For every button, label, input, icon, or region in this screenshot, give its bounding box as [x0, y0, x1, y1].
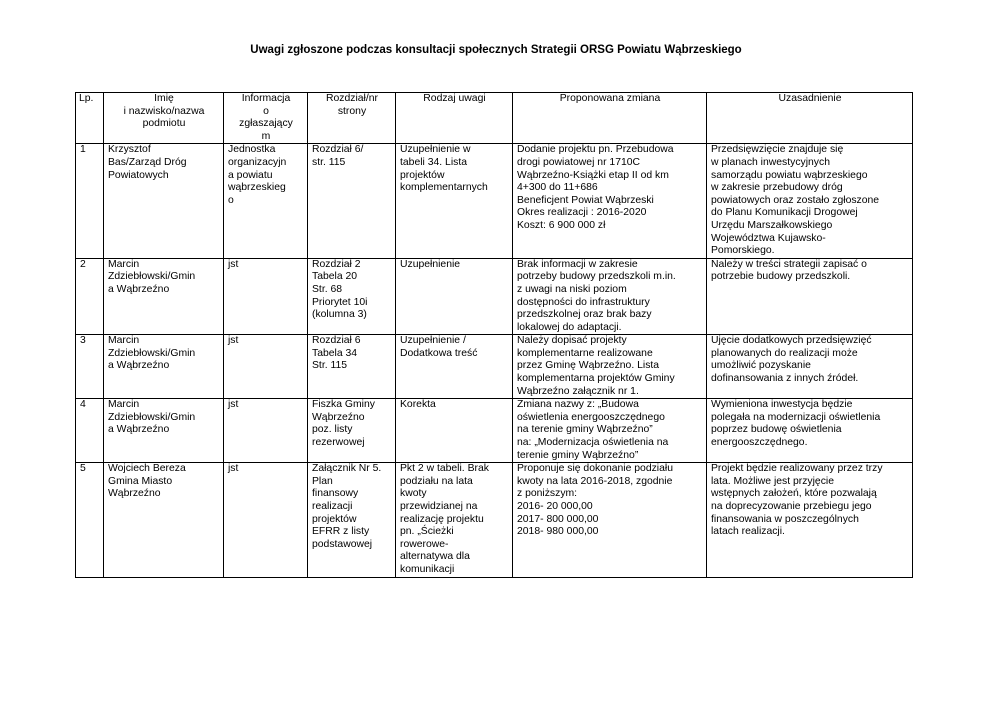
proposed-change-cell: Dodanie projektu pn. Przebudowa drogi powiatowej nr 1710C Wąbrzeźno-Książki etap II od km 4+300 do 11+686 Beneficjent Powiat Wąbrzeski Okres realizacji : 2016-2020 Koszt: 6 900 000 zł — [513, 144, 707, 258]
submitter-cell: Marcin Zdziebłowski/Gmin a Wąbrzeźno — [104, 258, 224, 335]
submitter-cell: Wojciech Bereza Gmina Miasto Wąbrzeźno — [104, 463, 224, 577]
header-proposed-change: Proponowana zmiana — [513, 93, 707, 144]
proposed-change-cell: Zmiana nazwy z: „Budowa oświetlenia energooszczędnego na terenie gminy Wąbrzeźno” na: „Modernizacja oświetlenia na terenie gminy Wąbrzeźno” — [513, 399, 707, 463]
document-title: Uwagi zgłoszone podczas konsultacji społecznych Strategii ORSG Powiatu Wąbrzeskiego — [250, 44, 742, 56]
justification-cell: Należy w treści strategii zapisać o potrzebie budowy przedszkoli. — [707, 258, 913, 335]
row-number: 5 — [76, 463, 104, 577]
row-number: 2 — [76, 258, 104, 335]
submitter-cell: Krzysztof Bas/Zarząd Dróg Powiatowych — [104, 144, 224, 258]
header-chapter: Rozdział/nr strony — [308, 93, 396, 144]
chapter-cell: Załącznik Nr 5. Plan finansowy realizacji projektów EFRR z listy podstawowej — [308, 463, 396, 577]
proposed-change-cell: Brak informacji w zakresie potrzeby budowy przedszkoli m.in. z uwagi na niski poziom dostępności do infrastruktury przedszkolnej oraz brak bazy lokalowej do adaptacji. — [513, 258, 707, 335]
info-cell: jst — [224, 335, 308, 399]
header-justification: Uzasadnienie — [707, 93, 913, 144]
table-row — [76, 258, 913, 335]
proposed-change-cell: Należy dopisać projekty komplementarne realizowane przez Gminę Wąbrzeźno. Lista komplementarna projektów Gminy Wąbrzeźno załącznik nr 1. — [513, 335, 707, 399]
row-number: 3 — [76, 335, 104, 399]
remark-type-cell: Uzupełnienie / Dodatkowa treść — [396, 335, 513, 399]
info-cell: Jednostka organizacyjn a powiatu wąbrzeskieg o — [224, 144, 308, 258]
remark-type-cell: Pkt 2 w tabeli. Brak podziału na lata kwoty przewidzianej na realizację projektu pn. „Ścieżki rowerowe- alternatywa dla komunikacji — [396, 463, 513, 577]
row-number: 1 — [76, 144, 104, 258]
table-row — [76, 399, 913, 463]
remark-type-cell: Uzupełnienie w tabeli 34. Lista projektów komplementarnych — [396, 144, 513, 258]
justification-cell: Przedsięwzięcie znajduje się w planach inwestycyjnych samorządu powiatu wąbrzeskiego w zakresie przebudowy dróg powiatowych oraz zostało zgłoszone do Planu Komunikacji Drogowej Urzędu Marszałkowskiego Województwa Kujawsko- Pomorskiego. — [707, 144, 913, 258]
submitter-cell: Marcin Zdziebłowski/Gmin a Wąbrzeźno — [104, 335, 224, 399]
chapter-cell: Rozdział 2 Tabela 20 Str. 68 Priorytet 10i (kolumna 3) — [308, 258, 396, 335]
justification-cell: Projekt będzie realizowany przez trzy lata. Możliwe jest przyjęcie wstępnych założeń, które pozwalają na doprecyzowanie przebiegu jego finansowania w poszczególnych latach realizacji. — [707, 463, 913, 577]
remarks-table — [75, 92, 913, 578]
info-cell: jst — [224, 258, 308, 335]
header-name: Imię i nazwisko/nazwa podmiotu — [104, 93, 224, 144]
chapter-cell: Rozdział 6/ str. 115 — [308, 144, 396, 258]
row-number: 4 — [76, 399, 104, 463]
justification-cell: Wymieniona inwestycja będzie polegała na modernizacji oświetlenia poprzez budowę oświetlenia energooszczędnego. — [707, 399, 913, 463]
submitter-cell: Marcin Zdziebłowski/Gmin a Wąbrzeźno — [104, 399, 224, 463]
remark-type-cell: Uzupełnienie — [396, 258, 513, 335]
header-remark-type: Rodzaj uwagi — [396, 93, 513, 144]
table-row — [76, 144, 913, 258]
info-cell: jst — [224, 399, 308, 463]
chapter-cell: Rozdział 6 Tabela 34 Str. 115 — [308, 335, 396, 399]
table-row — [76, 335, 913, 399]
chapter-cell: Fiszka Gminy Wąbrzeźno poz. listy rezerwowej — [308, 399, 396, 463]
header-lp: Lp. — [76, 93, 104, 144]
remark-type-cell: Korekta — [396, 399, 513, 463]
info-cell: jst — [224, 463, 308, 577]
justification-cell: Ujęcie dodatkowych przedsięwzięć planowanych do realizacji może umożliwić pozyskanie dofinansowania z innych źródeł. — [707, 335, 913, 399]
header-row — [76, 93, 913, 144]
table-row — [76, 463, 913, 577]
proposed-change-cell: Proponuje się dokonanie podziału kwoty na lata 2016-2018, zgodnie z poniższym: 2016- 20 000,00 2017- 800 000,00 2018- 980 000,00 — [513, 463, 707, 577]
header-info: Informacja o zgłaszający m — [224, 93, 308, 144]
